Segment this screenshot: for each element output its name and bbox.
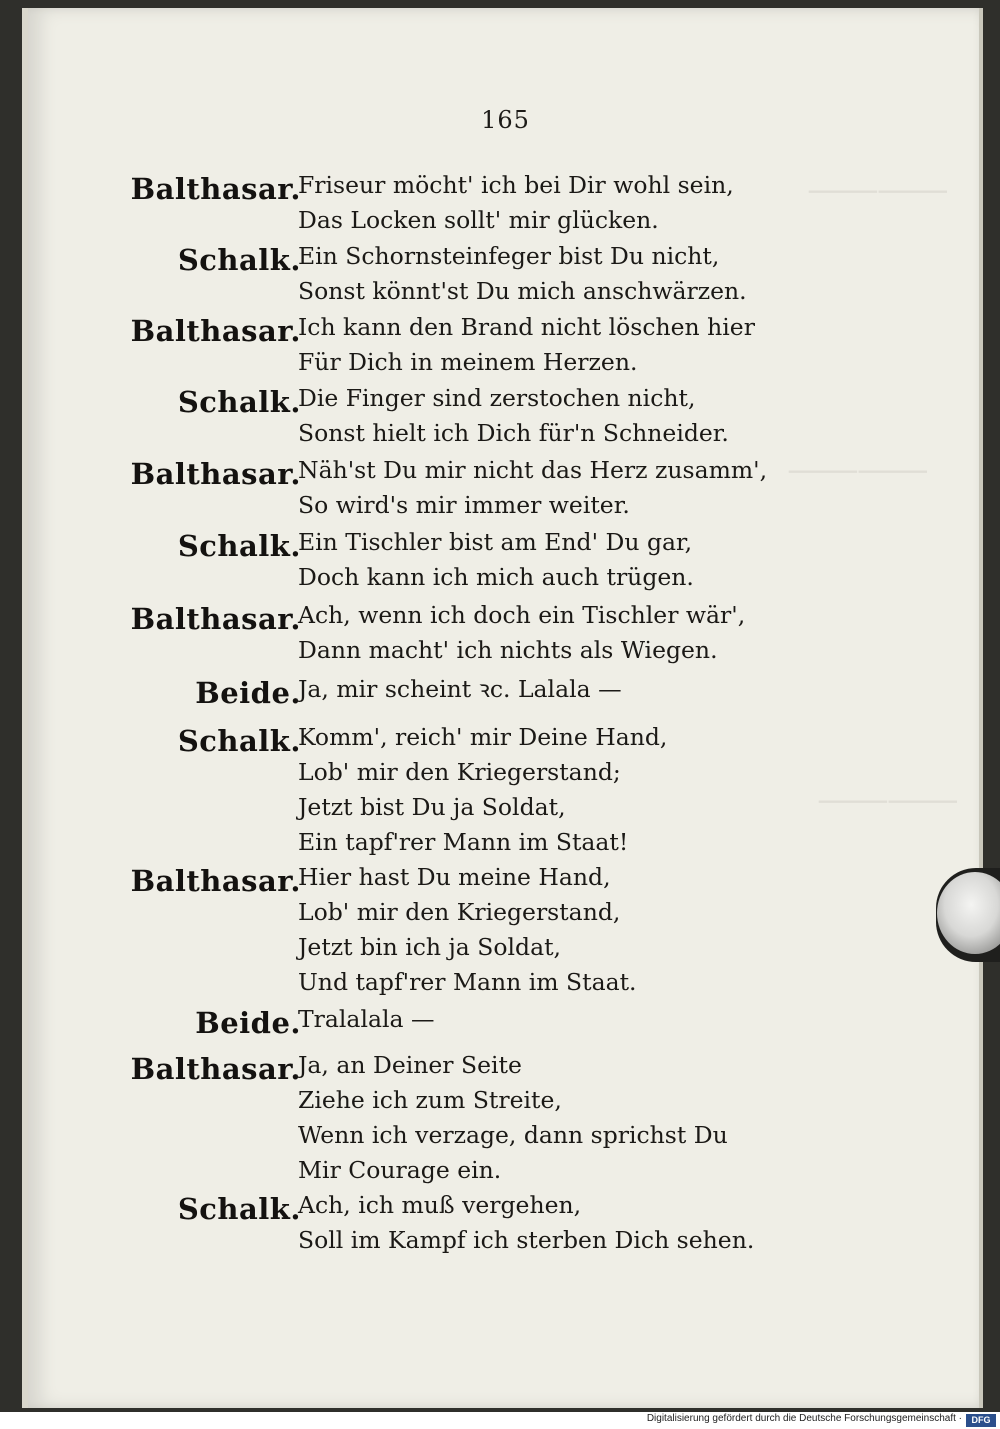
- speaker-name: Balthasar.: [130, 1052, 301, 1086]
- verse-line: Ein tapf'rer Mann im Staat!: [298, 828, 629, 856]
- verse-lines: [298, 598, 745, 668]
- verse-line: Ach, ich muß vergehen,: [298, 1191, 582, 1219]
- verse-line: Ich kann den Brand nicht löschen hier: [298, 313, 755, 341]
- verse-line: Das Locken sollt' mir glücken.: [298, 206, 659, 234]
- verse-lines: [298, 1048, 728, 1188]
- verse-lines: [298, 720, 667, 860]
- verse-line: Ein Tischler bist am End' Du gar,: [298, 528, 693, 556]
- verse-line: Ja, an Deiner Seite: [298, 1051, 522, 1079]
- dialogue-entry: [28, 720, 983, 860]
- speaker-name: Beide.: [195, 1006, 301, 1040]
- verse-line: Lob' mir den Kriegerstand;: [298, 758, 621, 786]
- dialogue-entry: [28, 672, 983, 710]
- page-number: 165: [481, 106, 530, 134]
- speaker-name: Balthasar.: [130, 864, 301, 898]
- verse-lines: [298, 860, 637, 1000]
- verse-line: Sonst könnt'st Du mich anschwärzen.: [298, 277, 747, 305]
- verse-lines: [298, 1188, 754, 1258]
- verse-lines: [298, 310, 755, 380]
- dialogue-block: [28, 8, 983, 1408]
- verse-line: Ziehe ich zum Streite,: [298, 1086, 562, 1114]
- verse-line: Jetzt bin ich ja Soldat,: [298, 933, 562, 961]
- dialogue-entry: [28, 168, 983, 238]
- verse-lines: [298, 168, 734, 238]
- verse-line: Für Dich in meinem Herzen.: [298, 348, 638, 376]
- show-through-decoration: ⸻⸻: [788, 453, 928, 486]
- verse-line: Ein Schornsteinfeger bist Du nicht,: [298, 242, 720, 270]
- dialogue-entry: [28, 1048, 983, 1188]
- dfg-logo: DFG: [966, 1414, 996, 1427]
- verse-lines: [298, 239, 747, 309]
- dialogue-entry: [28, 1002, 983, 1040]
- speaker-name: Balthasar.: [130, 172, 301, 206]
- verse-lines: [298, 1002, 434, 1037]
- verse-line: Friseur möcht' ich bei Dir wohl sein,: [298, 171, 734, 199]
- verse-line: Die Finger sind zerstochen nicht,: [298, 384, 696, 412]
- speaker-name: Balthasar.: [130, 457, 301, 491]
- speaker-name: Balthasar.: [130, 602, 301, 636]
- verse-line: Soll im Kampf ich sterben Dich sehen.: [298, 1226, 755, 1254]
- speaker-name: Beide.: [195, 676, 301, 710]
- verse-line: Und tapf'rer Mann im Staat.: [298, 968, 637, 996]
- footer-bar: [0, 1412, 1000, 1429]
- verse-line: Dann macht' ich nichts als Wiegen.: [298, 636, 718, 664]
- dialogue-entry: [28, 310, 983, 380]
- speaker-name: Balthasar.: [130, 314, 301, 348]
- verse-line: Ja, mir scheint ꝛc. Lalala —: [298, 675, 622, 703]
- dialogue-entry: [28, 860, 983, 1000]
- verse-line: Lob' mir den Kriegerstand,: [298, 898, 621, 926]
- book-page: [22, 8, 983, 1408]
- verse-line: Hier hast Du meine Hand,: [298, 863, 611, 891]
- verse-lines: [298, 525, 694, 595]
- dialogue-entry: [28, 525, 983, 595]
- verse-lines: [298, 672, 622, 707]
- verse-line: Tralalala —: [298, 1005, 435, 1033]
- dialogue-entry: [28, 1188, 983, 1258]
- dialogue-entry: [28, 381, 983, 451]
- dialogue-entry: [28, 239, 983, 309]
- speaker-name: Schalk.: [177, 724, 301, 758]
- speaker-name: Schalk.: [177, 243, 301, 277]
- verse-line: Sonst hielt ich Dich für'n Schneider.: [298, 419, 729, 447]
- funding-notice: Digitalisierung gefördert durch die Deutsche Forschungsgemeinschaft ·: [646, 1413, 962, 1424]
- speaker-name: Schalk.: [177, 529, 301, 563]
- verse-line: Doch kann ich mich auch trügen.: [298, 563, 694, 591]
- speaker-name: Schalk.: [177, 385, 301, 419]
- speaker-name: Schalk.: [177, 1192, 301, 1226]
- show-through-decoration: ⸻⸻: [818, 783, 958, 816]
- verse-line: Ach, wenn ich doch ein Tischler wär',: [298, 601, 746, 629]
- verse-lines: [298, 453, 767, 523]
- dialogue-entry: [28, 453, 983, 523]
- verse-line: Näh'st Du mir nicht das Herz zusamm',: [298, 456, 768, 484]
- verse-line: Mir Courage ein.: [298, 1156, 502, 1184]
- verse-line: Jetzt bist Du ja Soldat,: [298, 793, 566, 821]
- show-through-decoration: ⸻⸻: [808, 173, 948, 206]
- verse-line: So wird's mir immer weiter.: [298, 491, 630, 519]
- verse-line: Wenn ich verzage, dann sprichst Du: [298, 1121, 728, 1149]
- dialogue-entry: [28, 598, 983, 668]
- verse-lines: [298, 381, 729, 451]
- verse-line: Komm', reich' mir Deine Hand,: [298, 723, 668, 751]
